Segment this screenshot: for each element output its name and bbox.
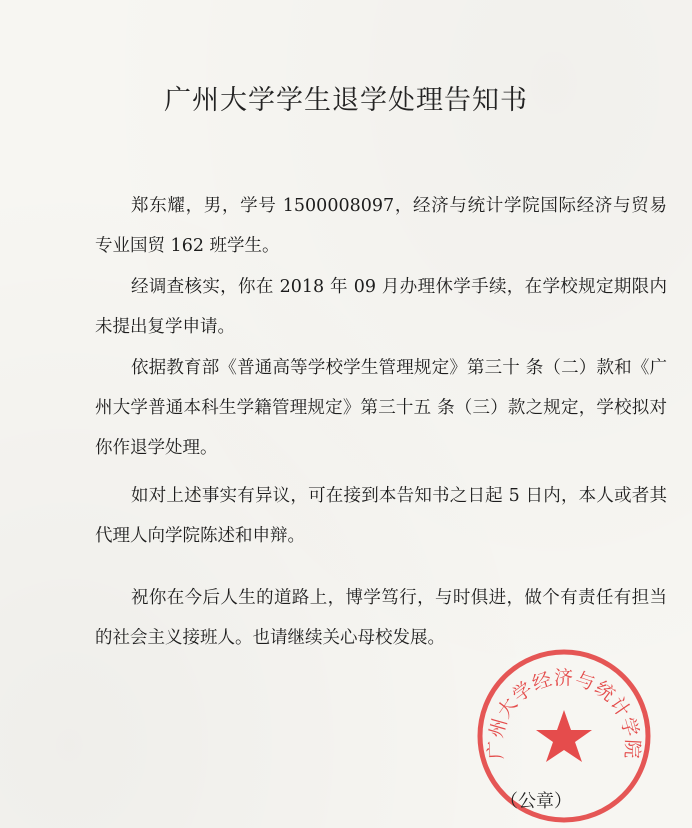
paragraph-closing-wishes: 祝你在今后人生的道路上，博学笃行，与时俱进，做个有责任有担当的社会主义接班人。也请继续关心母校发展。 [95,588,667,648]
seal-text: 广州大学经济与统计学院 [484,667,644,760]
document-title: 广州大学学生退学处理告知书 [164,85,528,116]
seal-label: （公章） [500,791,572,812]
paragraph-student-info: 郑东耀，男，学号 1500008097，经济与统计学院国际经济与贸易专业国贸 162 班学生。 [95,196,667,256]
paragraph-appeal-notice: 如对上述事实有异议，可在接到本告知书之日起 5 日内，本人或者其代理人向学院陈述和申辩。 [95,486,667,546]
paragraph-regulation-basis: 依据教育部《普通高等学校学生管理规定》第三十 条（二）款和《广州大学普通本科生学籍管理规定》第三十五 条（三）款之规定，学校拟对你作退学处理。 [95,358,667,458]
seal-star-icon [536,710,592,762]
paragraph-investigation: 经调查核实，你在 2018 年 09 月办理休学手续，在学校规定期限内未提出复学申请。 [95,277,667,337]
